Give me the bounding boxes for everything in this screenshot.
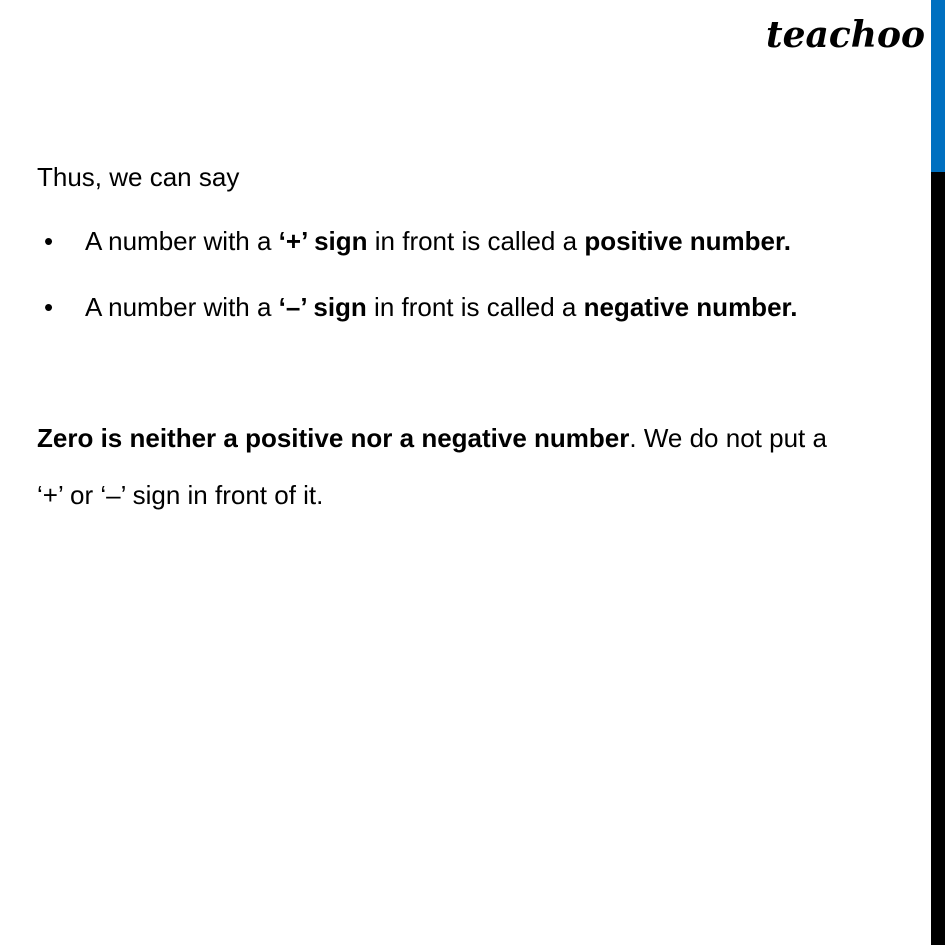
bullet-text [85, 226, 791, 257]
bold-segment: Zero is neither a positive nor a negative number [37, 423, 630, 453]
bullet-text [85, 292, 797, 323]
bullet-icon: • [44, 226, 54, 256]
teachoo-logo: teachoo [766, 14, 925, 56]
bold-segment: ‘–’ sign [278, 292, 367, 322]
text-segment: in front is called a [366, 292, 584, 322]
bold-segment: ‘+’ sign [278, 226, 368, 256]
bullet-icon: • [44, 292, 54, 322]
text-segment: A number with a [85, 226, 279, 256]
intro-text: Thus, we can say [37, 162, 240, 192]
zero-statement-line2: ‘+’ or ‘–’ sign in front of it. [37, 480, 324, 510]
zero-statement-line1 [37, 423, 827, 454]
text-segment: in front is called a [367, 226, 585, 256]
bold-segment: negative number. [583, 292, 798, 322]
text-segment: . We do not put a [629, 423, 827, 453]
text-segment: A number with a [85, 292, 279, 322]
bold-segment: positive number. [584, 226, 791, 256]
accent-bar-black [931, 172, 945, 945]
accent-bar-blue [931, 0, 945, 172]
